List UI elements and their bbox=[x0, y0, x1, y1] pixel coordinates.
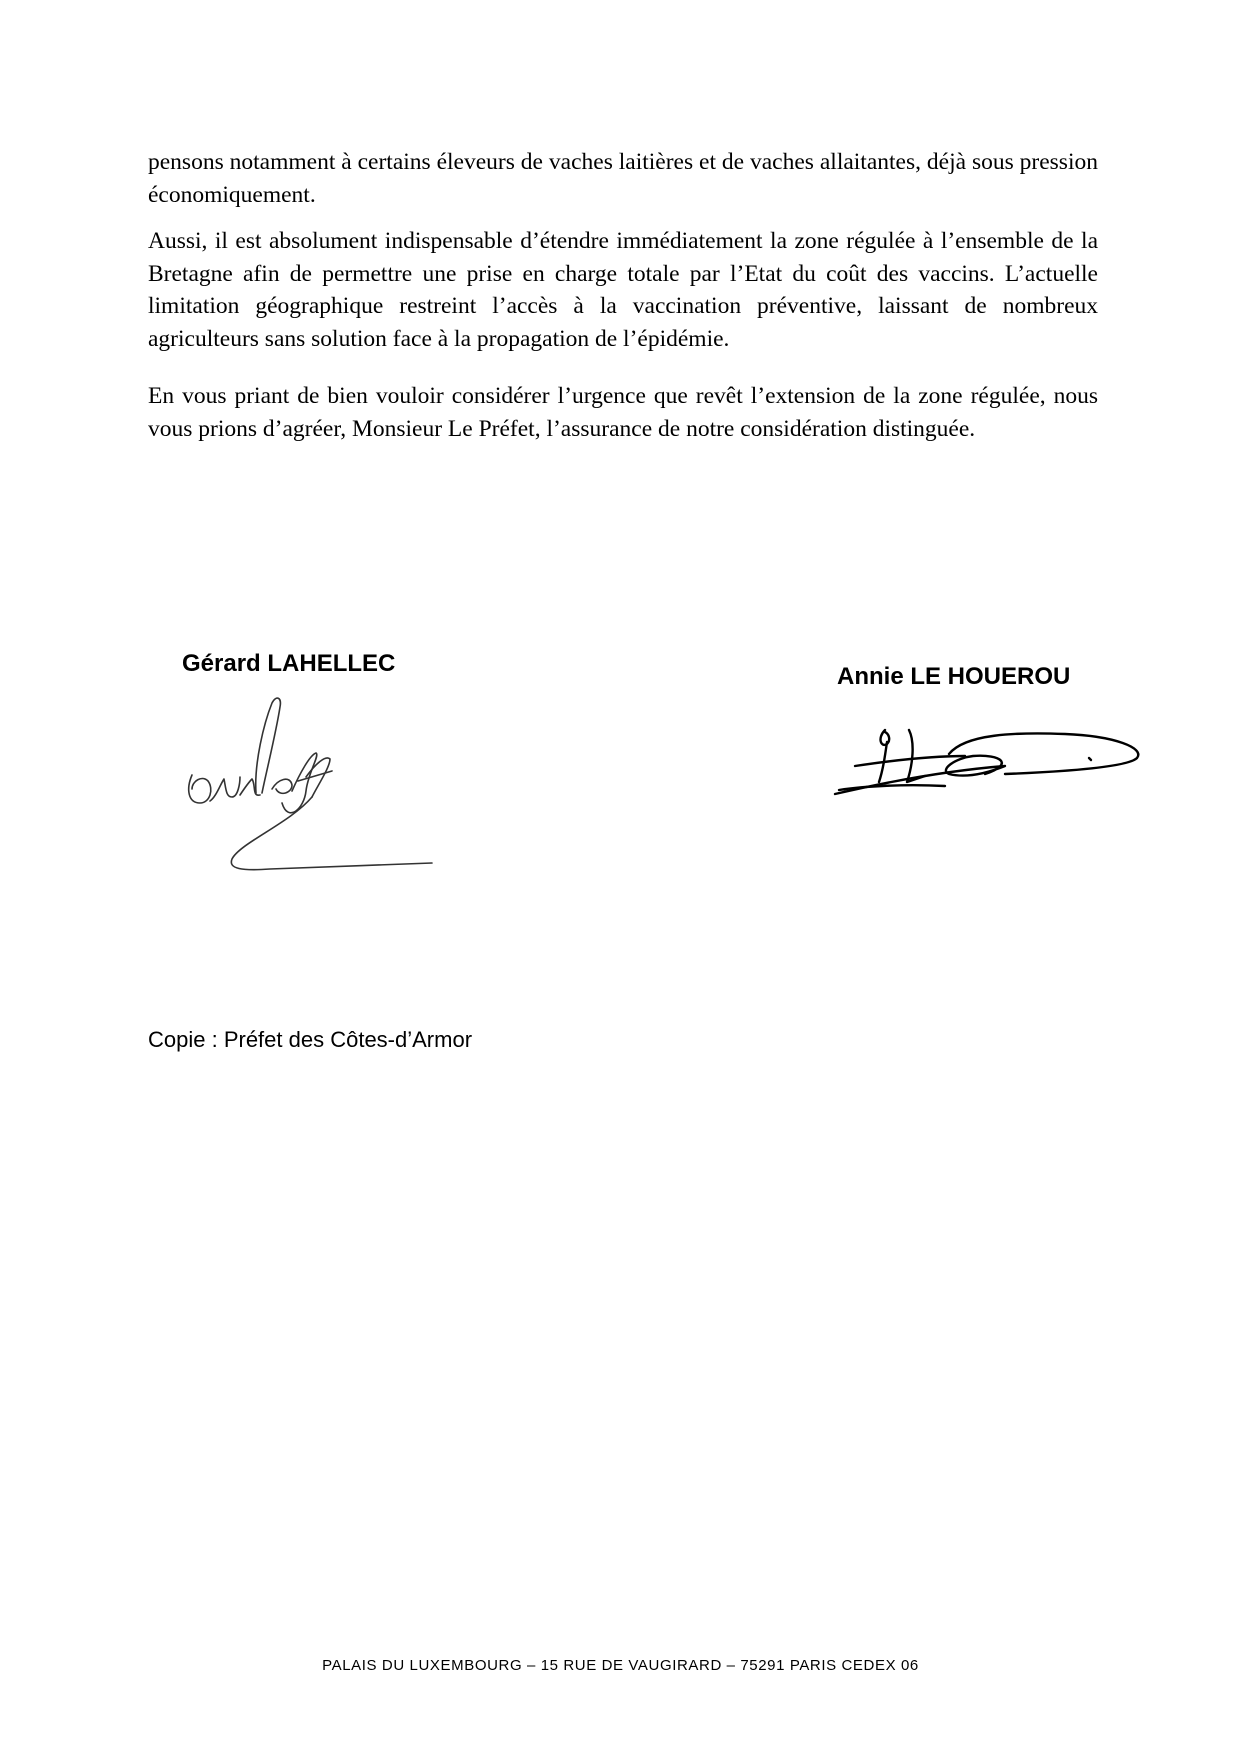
signature-left bbox=[180, 693, 480, 893]
signature-right bbox=[815, 720, 1155, 800]
footer-address: PALAIS DU LUXEMBOURG – 15 RUE DE VAUGIRARD – 75291 PARIS CEDEX 06 bbox=[322, 1657, 919, 1674]
letter-paragraph-3: En vous priant de bien vouloir considérer l’urgence que revêt l’extension de la zone régulée, nous vous prions d’agréer, Monsieur Le Préfet, l’assurance de notre considération distinguée. bbox=[148, 383, 1098, 442]
letter-paragraph-2: Aussi, il est absolument indispensable d’étendre immédiatement la zone régulée à l’ensemble de la Bretagne afin de permettre une prise en charge totale par l’Etat du coût des vaccins. L’actuelle limitation géographique restreint l’accès à la vaccination préventive, laissant de nombreux agriculteurs sans solution face à la propagation de l’épidémie. bbox=[148, 228, 1098, 352]
signer-name-left: Gérard LAHELLEC bbox=[182, 650, 396, 677]
copy-notice: Copie : Préfet des Côtes-d’Armor bbox=[148, 1027, 473, 1052]
signer-name-right: Annie LE HOUEROU bbox=[837, 663, 1071, 690]
letter-paragraph-1: pensons notamment à certains éleveurs de vaches laitières et de vaches allaitantes, déjà sous pression économiquement. bbox=[148, 149, 1098, 208]
